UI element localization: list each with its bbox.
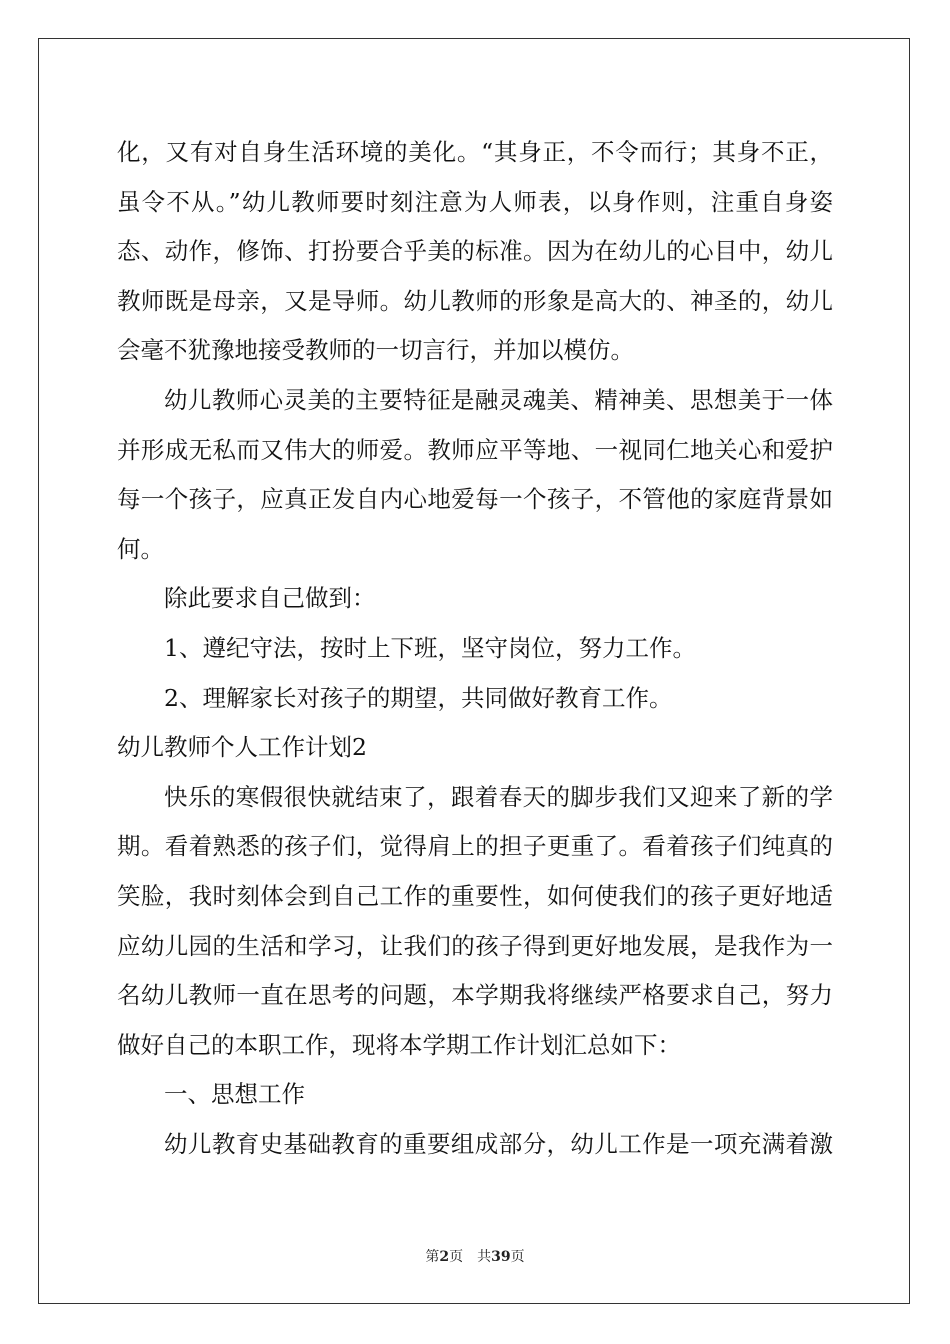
page-number: 2 [439,1249,450,1265]
page-footer [0,1246,950,1266]
paragraph-line: 快乐的寒假很快就结束了，跟着春天的脚步我们又迎来了新的学 [164,782,833,811]
paragraph-line: 教师既是母亲，又是导师。幼儿教师的形象是高大的、神圣的，幼儿 [117,286,833,315]
section-heading: 幼儿教师个人工作计划2 [117,733,367,762]
paragraph-line: 并形成无私而又伟大的师爱。教师应平等地、一视同仁地关心和爱护 [117,435,833,464]
paragraph-line: 何。 [117,534,164,563]
page-prefix: 第 [425,1249,440,1265]
paragraph-line: 化，又有对自身生活环境的美化。“其身正，不令而行；其身不正， [117,138,833,166]
paragraph-line: 期。看着熟悉的孩子们，觉得肩上的担子更重了。看着孩子们纯真的 [117,832,833,861]
subsection-heading: 一、思想工作 [164,1080,305,1109]
paragraph-line: 会毫不犹豫地接受教师的一切言行，并加以模仿。 [117,336,634,365]
paragraph-line: 虽令不从。”幼儿教师要时刻注意为人师表，以身作则，注重自身姿 [117,187,833,216]
page-suffix: 页 [449,1249,464,1265]
list-item: 2、理解家长对孩子的期望，共同做好教育工作。 [164,683,673,712]
document-body [117,128,833,1169]
paragraph-line: 笑脸，我时刻体会到自己工作的重要性，如何使我们的孩子更好地适 [117,881,833,910]
total-pages: 39 [491,1249,511,1265]
paragraph-line: 做好自己的本职工作，现将本学期工作计划汇总如下： [117,1030,681,1059]
paragraph-line: 除此要求自己做到： [164,584,376,613]
list-item: 1、遵纪守法，按时上下班，坚守岗位，努力工作。 [164,633,696,662]
paragraph-line: 幼儿教师心灵美的主要特征是融灵魂美、精神美、思想美于一体 [164,385,833,414]
total-suffix: 页 [510,1249,525,1265]
paragraph-line: 应幼儿园的生活和学习，让我们的孩子得到更好地发展，是我作为一 [117,931,833,960]
paragraph-line: 名幼儿教师一直在思考的问题，本学期我将继续严格要求自己，努力 [117,981,833,1010]
paragraph-line: 态、动作，修饰、打扮要合乎美的标准。因为在幼儿的心目中，幼儿 [117,237,833,266]
paragraph-line: 每一个孩子，应真正发自内心地爱每一个孩子，不管他的家庭背景如 [117,485,833,514]
total-prefix: 共 [477,1249,492,1265]
paragraph-line: 幼儿教育史基础教育的重要组成部分，幼儿工作是一项充满着激 [164,1129,833,1158]
